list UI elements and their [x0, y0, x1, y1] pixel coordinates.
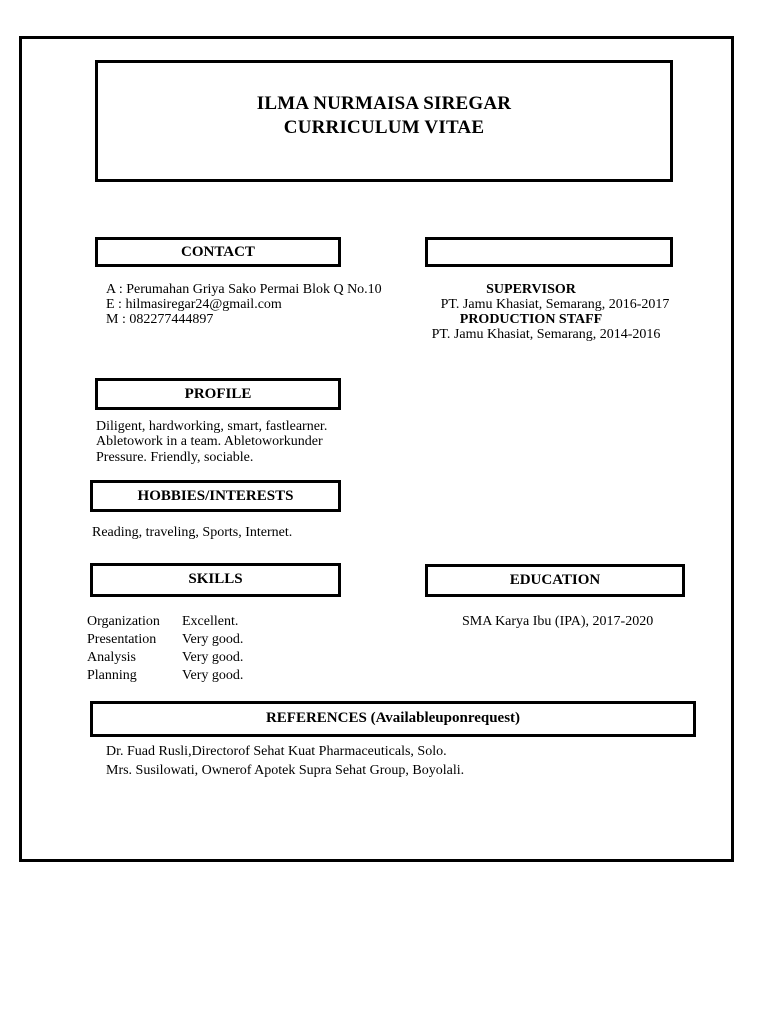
- skill-name: Analysis: [87, 650, 136, 665]
- job-position-2: PRODUCTION STAFF: [459, 312, 603, 327]
- hobbies-text: Reading, traveling, Sports, Internet.: [92, 525, 293, 540]
- resume-name: ILMA NURMAISA SIREGAR: [256, 93, 512, 114]
- skill-level: Very good.: [182, 650, 244, 665]
- header-box: [95, 60, 673, 182]
- contact-address: A : Perumahan Griya Sako Permai Blok Q No.10: [106, 282, 382, 297]
- profile-line: Diligent, hardworking, smart, fastlearner.: [96, 419, 328, 434]
- skill-level: Very good.: [182, 668, 244, 683]
- contact-email: E : hilmasiregar24@gmail.com: [106, 297, 282, 312]
- skill-name: Planning: [87, 668, 137, 683]
- education-heading: EDUCATION: [425, 564, 685, 597]
- skill-level: Excellent.: [182, 614, 239, 629]
- skill-level: Very good.: [182, 632, 244, 647]
- experience-heading: [425, 237, 673, 267]
- profile-line: Abletowork in a team. Abletoworkunder: [96, 434, 323, 449]
- skill-name: Presentation: [87, 632, 157, 647]
- skills-heading: SKILLS: [90, 563, 341, 597]
- references-heading: REFERENCES (Availableuponrequest): [90, 701, 696, 737]
- skill-name: Organization: [87, 614, 160, 629]
- job-detail-2: PT. Jamu Khasiat, Semarang, 2014-2016: [431, 327, 661, 342]
- reference-line: Dr. Fuad Rusli,Directorof Sehat Kuat Pharmaceuticals, Solo.: [106, 744, 447, 759]
- profile-line: Pressure. Friendly, sociable.: [96, 450, 254, 465]
- reference-line: Mrs. Susilowati, Ownerof Apotek Supra Sehat Group, Boyolali.: [106, 763, 465, 778]
- education-entry: SMA Karya Ibu (IPA), 2017-2020: [462, 614, 654, 629]
- resume-subtitle: CURRICULUM VITAE: [283, 117, 485, 138]
- hobbies-heading: HOBBIES/INTERESTS: [90, 480, 341, 512]
- contact-heading: CONTACT: [95, 237, 341, 267]
- contact-mobile: M : 082277444897: [106, 312, 214, 327]
- profile-heading: PROFILE: [95, 378, 341, 410]
- job-position-1: SUPERVISOR: [486, 282, 576, 297]
- job-detail-1: PT. Jamu Khasiat, Semarang, 2016-2017: [440, 297, 670, 312]
